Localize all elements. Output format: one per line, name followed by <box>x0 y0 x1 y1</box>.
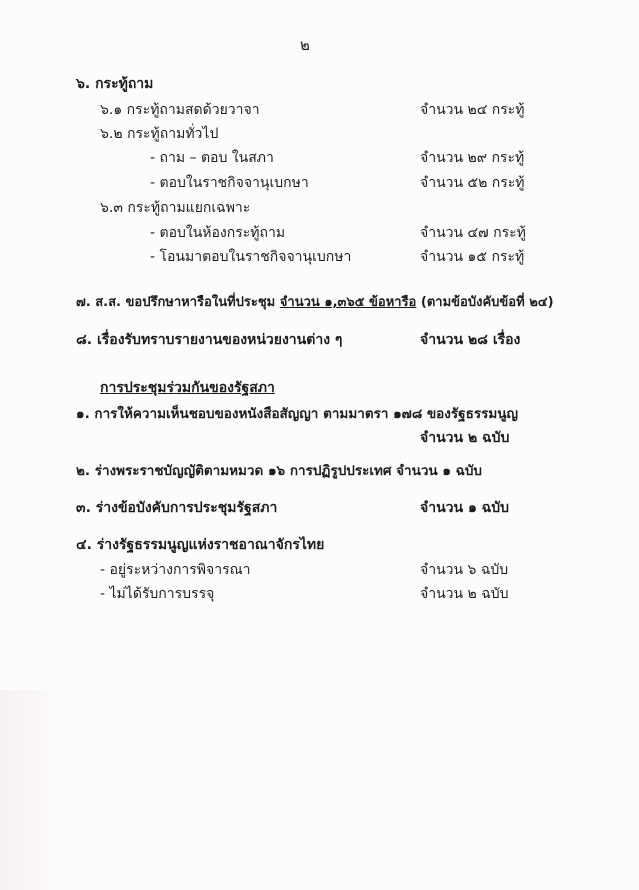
joint-item-4-a-amount: จำนวน ๖ ฉบับ <box>420 562 509 578</box>
joint-item-4-b-label: - ไม่ได้รับการบรรจุ <box>100 586 215 602</box>
item-6-2-a-label: - ถาม – ตอบ ในสภา <box>150 150 274 166</box>
item-6-3-label: ๖.๓ กระทู้ถามแยกเฉพาะ <box>100 200 251 216</box>
section-7-note: (ตามข้อบังคับข้อที่ ๒๔) <box>420 295 554 310</box>
item-6-3-b-label: - โอนมาตอบในราชกิจจานุเบกษา <box>150 249 352 265</box>
section-8-label: ๘. เรื่องรับทราบรายงานของหน่วยงานต่าง ๆ <box>76 332 343 348</box>
joint-item-4-b-amount: จำนวน ๒ ฉบับ <box>420 586 509 602</box>
item-6-2-label: ๖.๒ กระทู้ถามทั่วไป <box>100 126 219 142</box>
joint-session-heading: การประชุมร่วมกันของรัฐสภา <box>100 380 275 396</box>
joint-item-4-a-label: - อยู่ระหว่างการพิจารณา <box>100 562 251 578</box>
item-6-3-a-amount: จำนวน ๔๗ กระทู้ <box>420 225 526 241</box>
item-6-3-a-label: - ตอบในห้องกระทู้ถาม <box>150 225 286 241</box>
scan-shadow <box>0 690 60 890</box>
section-8-amount: จำนวน ๒๘ เรื่อง <box>420 332 521 348</box>
item-6-2-b-label: - ตอบในราชกิจจานุเบกษา <box>150 175 309 191</box>
section-6-heading: ๖. กระทู้ถาม <box>76 76 154 92</box>
joint-item-3-amount: จำนวน ๑ ฉบับ <box>420 500 510 516</box>
item-6-3-b-amount: จำนวน ๑๕ กระทู้ <box>420 249 525 265</box>
joint-item-2-label: ๒. ร่างพระราชบัญญัติตามหมวด ๑๖ การปฏิรูปประเทศ จำนวน ๑ ฉบับ <box>76 463 482 479</box>
page-number: ๒ <box>300 36 310 54</box>
item-6-2-b-amount: จำนวน ๕๒ กระทู้ <box>420 175 525 191</box>
item-6-1-label: ๖.๑ กระทู้ถามสดด้วยวาจา <box>100 102 260 118</box>
joint-item-4-label: ๔. ร่างรัฐธรรมนูญแห่งราชอาณาจักรไทย <box>76 537 325 553</box>
item-6-1-amount: จำนวน ๒๔ กระทู้ <box>420 102 525 118</box>
section-7 <box>76 293 554 313</box>
item-6-2-a-amount: จำนวน ๒๙ กระทู้ <box>420 150 525 166</box>
section-7-amount: จำนวน ๑,๓๖๕ ข้อหารือ <box>279 295 417 310</box>
joint-item-1-amount: จำนวน ๒ ฉบับ <box>420 430 510 446</box>
section-7-label: ๗. ส.ส. ขอปรึกษาหารือในที่ประชุม <box>76 295 276 310</box>
joint-item-1-label: ๑. การให้ความเห็นชอบของหนังสือสัญญา ตามมาตรา ๑๗๘ ของรัฐธรรมนูญ <box>76 406 518 422</box>
joint-item-3-label: ๓. ร่างข้อบังคับการประชุมรัฐสภา <box>76 500 278 516</box>
